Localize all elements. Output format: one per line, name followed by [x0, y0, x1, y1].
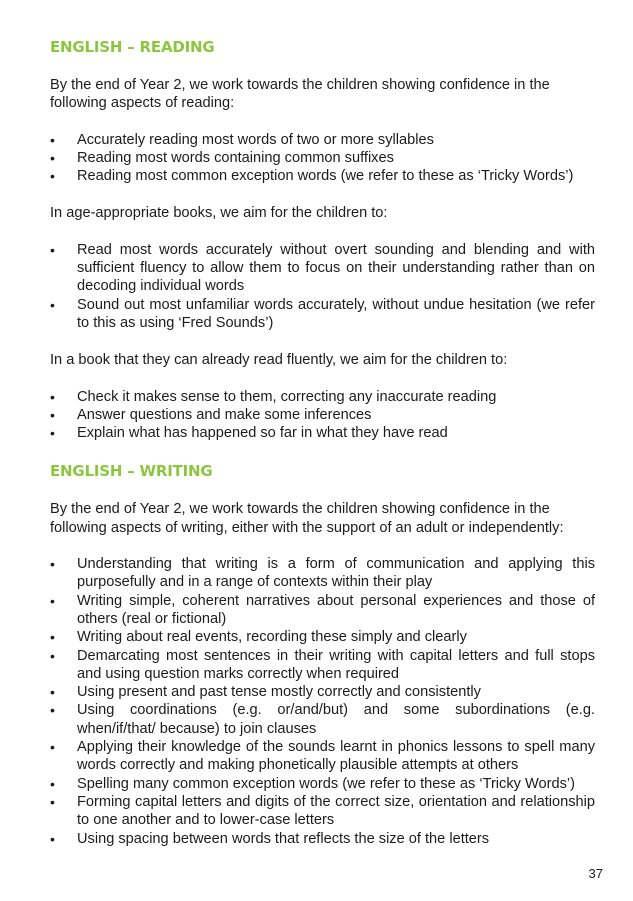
list-item-text: Demarcating most sentences in their writing with capital letters and full stops and using question marks correctly when required [77, 647, 595, 682]
age-books-intro: In age-appropriate books, we aim for the children to: [50, 205, 388, 222]
list-item [50, 241, 595, 296]
list-item-text: Writing simple, coherent narratives about personal experiences and those of others (real or fictional) [77, 592, 595, 627]
list-item [50, 149, 595, 167]
list-item [50, 296, 595, 333]
list-item-text: Read most words accurately without overt sounding and blending and with sufficient fluency to allow them to focus on their understanding rather than on decoding individual words [77, 241, 595, 295]
bullet-icon: • [50, 131, 55, 148]
list-item-text: Reading most common exception words (we refer to these as ‘Tricky Words’) [77, 168, 574, 185]
list-item [50, 775, 595, 793]
list-item-text: Writing about real events, recording these simply and clearly [77, 629, 467, 646]
list-item-text: Reading most words containing common suffixes [77, 149, 394, 166]
list-item [50, 424, 595, 442]
bullet-icon: • [50, 168, 55, 185]
bullet-icon: • [50, 684, 55, 701]
list-item [50, 683, 595, 701]
document-page [50, 36, 595, 848]
list-item-text: Sound out most unfamiliar words accurately, without undue hesitation (we refer to this as using ‘Fred Sounds’) [77, 296, 595, 331]
bullet-icon: • [50, 739, 55, 756]
list-item [50, 592, 595, 629]
reading-aspects-list [50, 131, 595, 186]
list-item-text: Check it makes sense to them, correcting any inaccurate reading [77, 388, 497, 405]
reading-heading: ENGLISH – READING [50, 38, 215, 56]
bullet-icon: • [50, 296, 55, 313]
list-item [50, 647, 595, 684]
list-item-text: Using present and past tense mostly correctly and consistently [77, 684, 481, 701]
bullet-icon: • [50, 702, 55, 719]
list-item-text: Applying their knowledge of the sounds learnt in phonics lessons to spell many words correctly and making phonetically plausible attempts at others [77, 739, 595, 774]
list-item-text: Forming capital letters and digits of the correct size, orientation and relationship to one another and to lower-case letters [77, 793, 595, 829]
list-item [50, 131, 595, 149]
list-item-text: Using spacing between words that reflects the size of the letters [77, 830, 490, 847]
bullet-icon: • [50, 830, 55, 847]
list-item [50, 555, 595, 592]
list-item-text: Accurately reading most words of two or more syllables [77, 131, 434, 148]
bullet-icon: • [50, 241, 55, 258]
bullet-icon: • [50, 556, 55, 573]
list-item [50, 167, 595, 185]
writing-heading: ENGLISH – WRITING [50, 462, 213, 481]
bullet-icon: • [50, 425, 55, 442]
bullet-icon: • [50, 629, 55, 646]
bullet-icon: • [50, 793, 55, 810]
bullet-icon: • [50, 406, 55, 423]
writing-aspects-list [50, 555, 595, 848]
fluent-list [50, 388, 595, 443]
list-item [50, 388, 595, 406]
bullet-icon: • [50, 149, 55, 166]
page-number: 37 [588, 866, 603, 881]
list-item [50, 628, 595, 646]
bullet-icon: • [50, 775, 55, 792]
list-item-text: Explain what has happened so far in what they have read [77, 425, 448, 442]
bullet-icon: • [50, 647, 55, 664]
reading-intro: By the end of Year 2, we work towards the children showing confidence in the following aspects of reading: [50, 77, 550, 112]
list-item-text: Using coordinations (e.g. or/and/but) and some subordinations (e.g. when/if/that/ because) to join clauses [77, 702, 595, 737]
list-item [50, 406, 595, 424]
list-item-text: Spelling many common exception words (we refer to these as ‘Tricky Words’) [77, 775, 575, 792]
list-item [50, 738, 595, 775]
age-books-list [50, 241, 595, 332]
list-item-text: Answer questions and make some inferences [77, 406, 372, 423]
bullet-icon: • [50, 388, 55, 405]
bullet-icon: • [50, 592, 55, 609]
list-item [50, 793, 595, 830]
list-item [50, 701, 595, 738]
list-item-text: Understanding that writing is a form of communication and applying this purposefully and in a range of contexts within their play [77, 556, 595, 591]
writing-intro: By the end of Year 2, we work towards the children showing confidence in the following aspects of writing, either with the support of an adult or independently: [50, 501, 564, 536]
fluent-intro: In a book that they can already read fluently, we aim for the children to: [50, 352, 508, 369]
list-item [50, 830, 595, 848]
